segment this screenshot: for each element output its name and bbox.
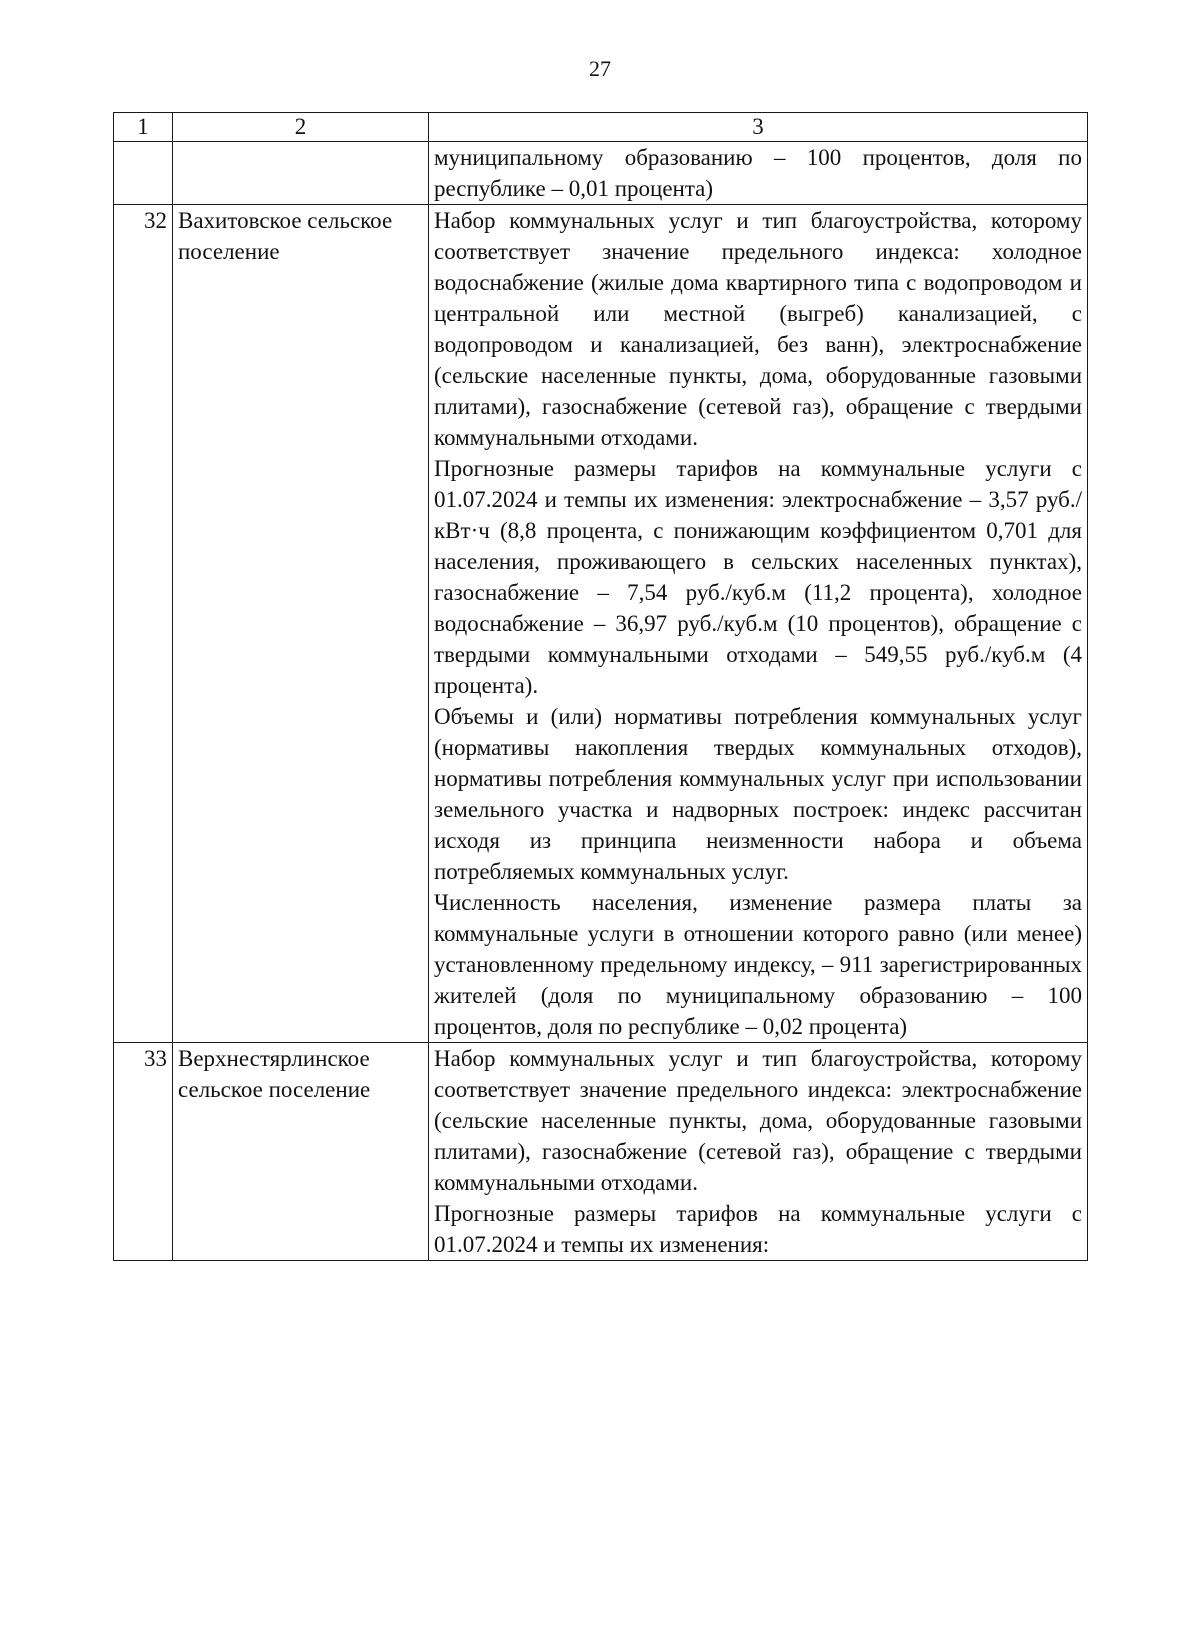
column-header-3: 3 [429, 113, 1088, 142]
table-header-row [114, 113, 1088, 142]
row-number-cell [114, 142, 173, 205]
tariff-forecast-paragraph: Прогнозные размеры тарифов на коммунальные услуги с 01.07.2024 и темпы их изменения: электроснабжение – 3,57 руб./кВт·ч (8,8 процента, с понижающим коэффициентом 0,701 для населения, проживающего в сельских населенных пунктах), газоснабжение – 7,54 руб./куб.м (11,2 процента), холодное водоснабжение – 36,97 руб./куб.м (10 процентов), обращение с твердыми коммунальными отходами – 549,55 руб./куб.м (4 процента). [434, 456, 1082, 698]
settlement-name: Вахитовское сельское поселение [173, 205, 429, 1043]
column-header-2: 2 [173, 113, 429, 142]
tariff-forecast-paragraph: Прогнозные размеры тарифов на коммунальные услуги с 01.07.2024 и темпы их изменения: [434, 1201, 1082, 1257]
description-cell [429, 1043, 1088, 1261]
table-row-33 [114, 1043, 1088, 1261]
population-paragraph: Численность населения, изменение размера платы за коммунальные услуги в отношении которого равно (или менее) установленному предельному индексу, – 911 зарегистрированных жителей (доля по муниципальному образованию – 100 процентов, доля по республике – 0,02 процента) [434, 890, 1082, 1039]
page-number: 27 [589, 56, 611, 81]
settlement-name: Верхнестярлинское сельское поселение [173, 1043, 429, 1261]
tariff-table [113, 112, 1088, 1261]
column-header-1: 1 [114, 113, 173, 142]
table-row-continuation [114, 142, 1088, 205]
row-number: 33 [114, 1043, 173, 1261]
description-cell [429, 205, 1088, 1043]
description-paragraph: муниципальному образованию – 100 процентов, доля по республике – 0,01 процента) [434, 145, 1082, 201]
settlement-name-cell [173, 142, 429, 205]
row-number: 32 [114, 205, 173, 1043]
table-row-32 [114, 205, 1088, 1043]
utility-set-paragraph: Набор коммунальных услуг и тип благоустройства, которому соответствует значение предельного индекса: электроснабжение (сельские населенные пункты, дома, оборудованные газовыми плитами), газоснабжение (сетевой газ), обращение с твердыми коммунальными отходами. [434, 1046, 1082, 1195]
utility-set-paragraph: Набор коммунальных услуг и тип благоустройства, которому соответствует значение предельного индекса: холодное водоснабжение (жилые дома квартирного типа с водопроводом и центральной или местной (выгреб) канализацией, с водопроводом и канализацией, без ванн), электроснабжение (сельские населенные пункты, дома, оборудованные газовыми плитами), газоснабжение (сетевой газ), обращение с твердыми коммунальными отходами. [434, 208, 1082, 450]
consumption-norms-paragraph: Объемы и (или) нормативы потребления коммунальных услуг (нормативы накопления твердых коммунальных отходов), нормативы потребления коммунальных услуг при использовании земельного участка и надворных построек: индекс рассчитан исходя из принципа неизменности набора и объема потребляемых коммунальных услуг. [434, 704, 1082, 884]
description-cell [429, 142, 1088, 205]
